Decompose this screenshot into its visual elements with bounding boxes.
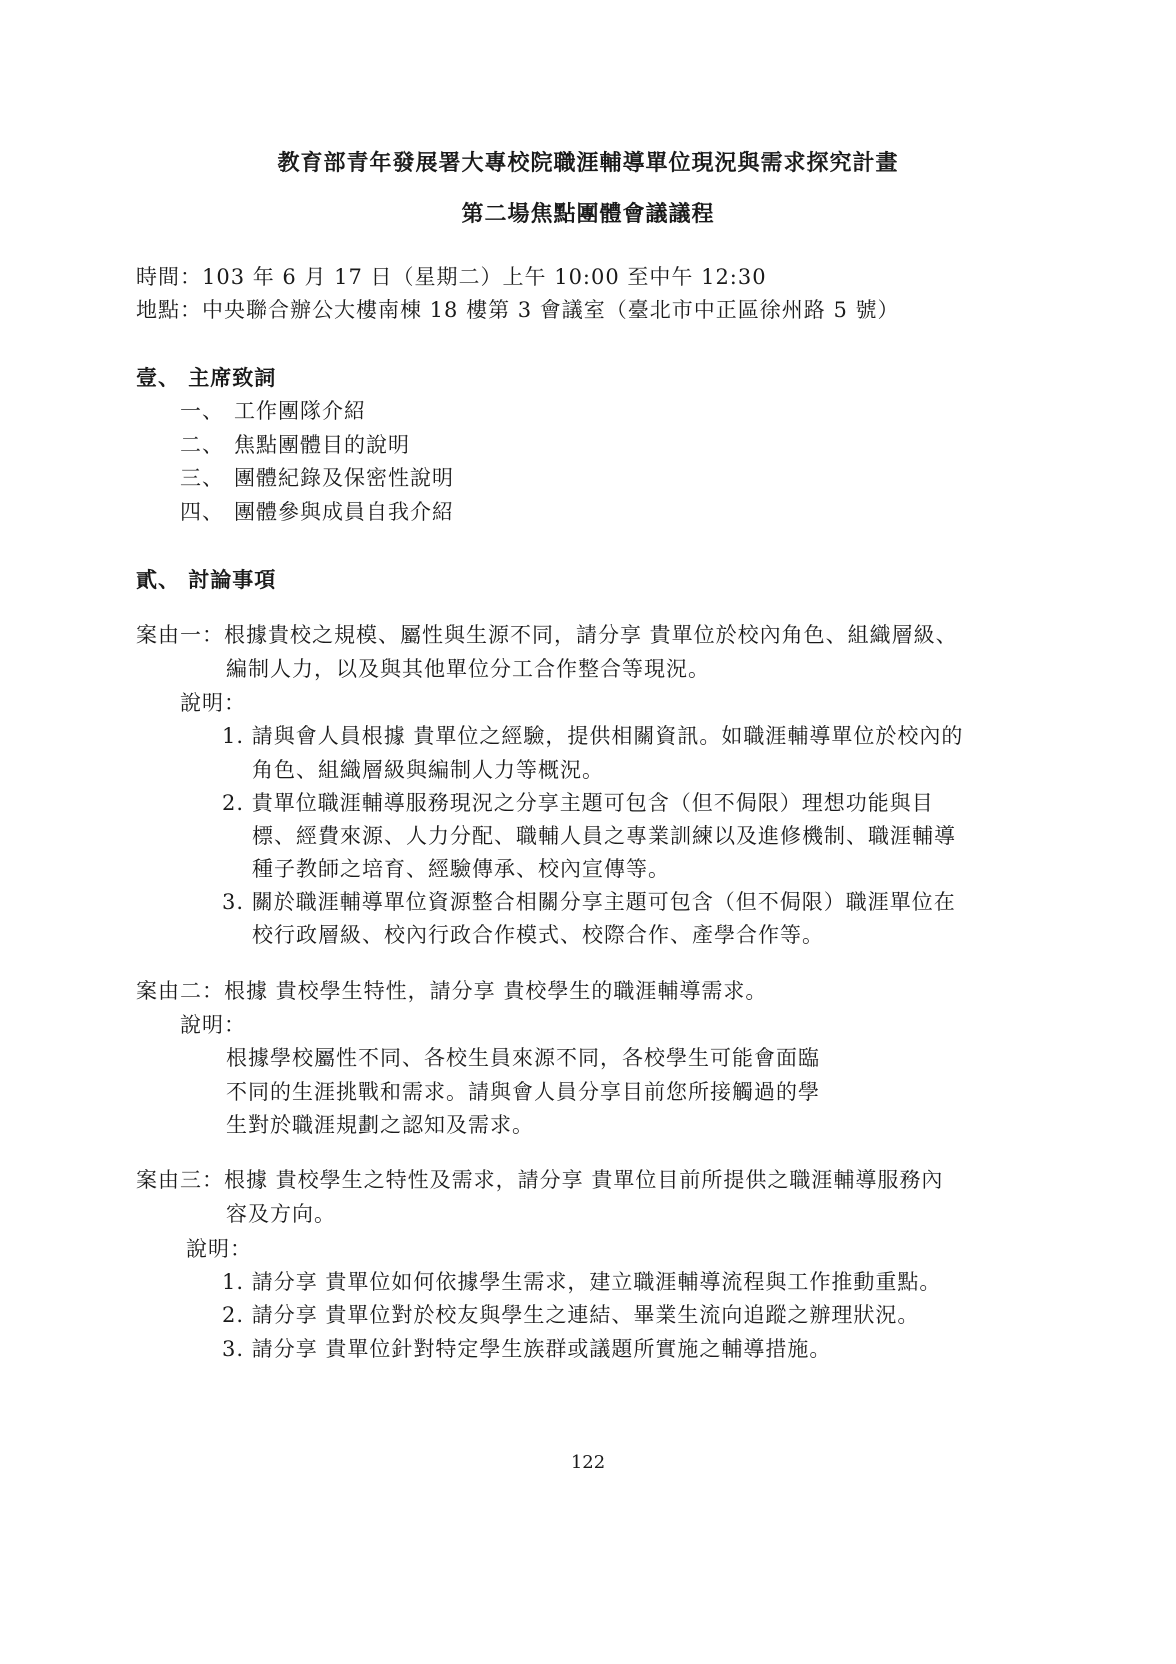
item-text: 團體紀錄及保密性說明	[234, 466, 454, 490]
page-number: 122	[570, 1452, 606, 1473]
section-1-item	[180, 462, 454, 492]
document-title: 教育部青年發展署大專校院職涯輔導單位現況與需求探究計畫	[277, 150, 899, 176]
case-3-point-1: 1. 請分享 貴單位如何依據學生需求，建立職涯輔導流程與工作推動重點。	[222, 1270, 942, 1294]
case-3-point-3: 3. 請分享 貴單位針對特定學生族群或議題所實施之輔導措施。	[222, 1337, 832, 1361]
case-2-line-1: 案由二：根據 貴校學生特性，請分享 貴校學生的職涯輔導需求。	[136, 979, 768, 1003]
case-1-point-1-line-2: 角色、組織層級與編制人力等概況。	[252, 758, 604, 782]
case-1-point-2-line-2: 標、經費來源、人力分配、職輔人員之專業訓練以及進修機制、職涯輔導	[252, 824, 956, 848]
section-1-item	[180, 395, 366, 425]
case-3-line-1: 案由三：根據 貴校學生之特性及需求，請分享 貴單位目前所提供之職涯輔導服務內	[136, 1168, 944, 1192]
case-1-point-2-line-3: 種子教師之培育、經驗傳承、校內宣傳等。	[252, 857, 670, 881]
item-number: 四、	[180, 500, 224, 524]
item-text: 焦點團體目的說明	[234, 433, 410, 457]
case-1-line-2: 編制人力，以及與其他單位分工合作整合等現況。	[226, 657, 710, 681]
item-text: 團體參與成員自我介紹	[234, 500, 454, 524]
case-1-point-2-line-1: 2. 貴單位職涯輔導服務現況之分享主題可包含（但不侷限）理想功能與目	[222, 791, 934, 815]
item-text: 工作團隊介紹	[234, 399, 366, 423]
item-number: 一、	[180, 399, 224, 423]
section-1-heading: 壹、 主席致詞	[136, 365, 277, 390]
section-1-item	[180, 496, 454, 526]
item-number: 二、	[180, 433, 224, 457]
case-3-point-2: 2. 請分享 貴單位對於校友與學生之連結、畢業生流向追蹤之辦理狀況。	[222, 1303, 920, 1327]
case-1-point-3-line-1: 3. 關於職涯輔導單位資源整合相關分享主題可包含（但不侷限）職涯單位在	[222, 890, 956, 914]
case-2-description-line-3: 生對於職涯規劃之認知及需求。	[226, 1113, 534, 1137]
meeting-time: 時間：103 年 6 月 17 日（星期二）上午 10:00 至中午 12:30	[136, 265, 767, 289]
case-3-line-2: 容及方向。	[226, 1202, 336, 1226]
case-2-note-label: 說明：	[180, 1013, 246, 1037]
case-1-line-1: 案由一：根據貴校之規模、屬性與生源不同，請分享 貴單位於校內角色、組織層級、	[136, 623, 958, 647]
meeting-place: 地點：中央聯合辦公大樓南棟 18 樓第 3 會議室（臺北市中正區徐州路 5 號）	[136, 298, 900, 322]
case-2-description-line-1: 根據學校屬性不同、各校生員來源不同，各校學生可能會面臨	[226, 1046, 820, 1070]
case-1-note-label: 說明：	[180, 691, 246, 715]
case-1-point-1-line-1: 1. 請與會人員根據 貴單位之經驗，提供相關資訊。如職涯輔導單位於校內的	[222, 724, 964, 748]
case-3-note-label: 說明：	[186, 1237, 252, 1261]
agenda-title: 第二場焦點團體會議議程	[461, 201, 715, 227]
case-1-point-3-line-2: 校行政層級、校內行政合作模式、校際合作、產學合作等。	[252, 923, 824, 947]
item-number: 三、	[180, 466, 224, 490]
section-1-item	[180, 429, 410, 459]
case-2-description-line-2: 不同的生涯挑戰和需求。請與會人員分享目前您所接觸過的學	[226, 1080, 820, 1104]
section-2-heading: 貳、 討論事項	[136, 567, 277, 592]
